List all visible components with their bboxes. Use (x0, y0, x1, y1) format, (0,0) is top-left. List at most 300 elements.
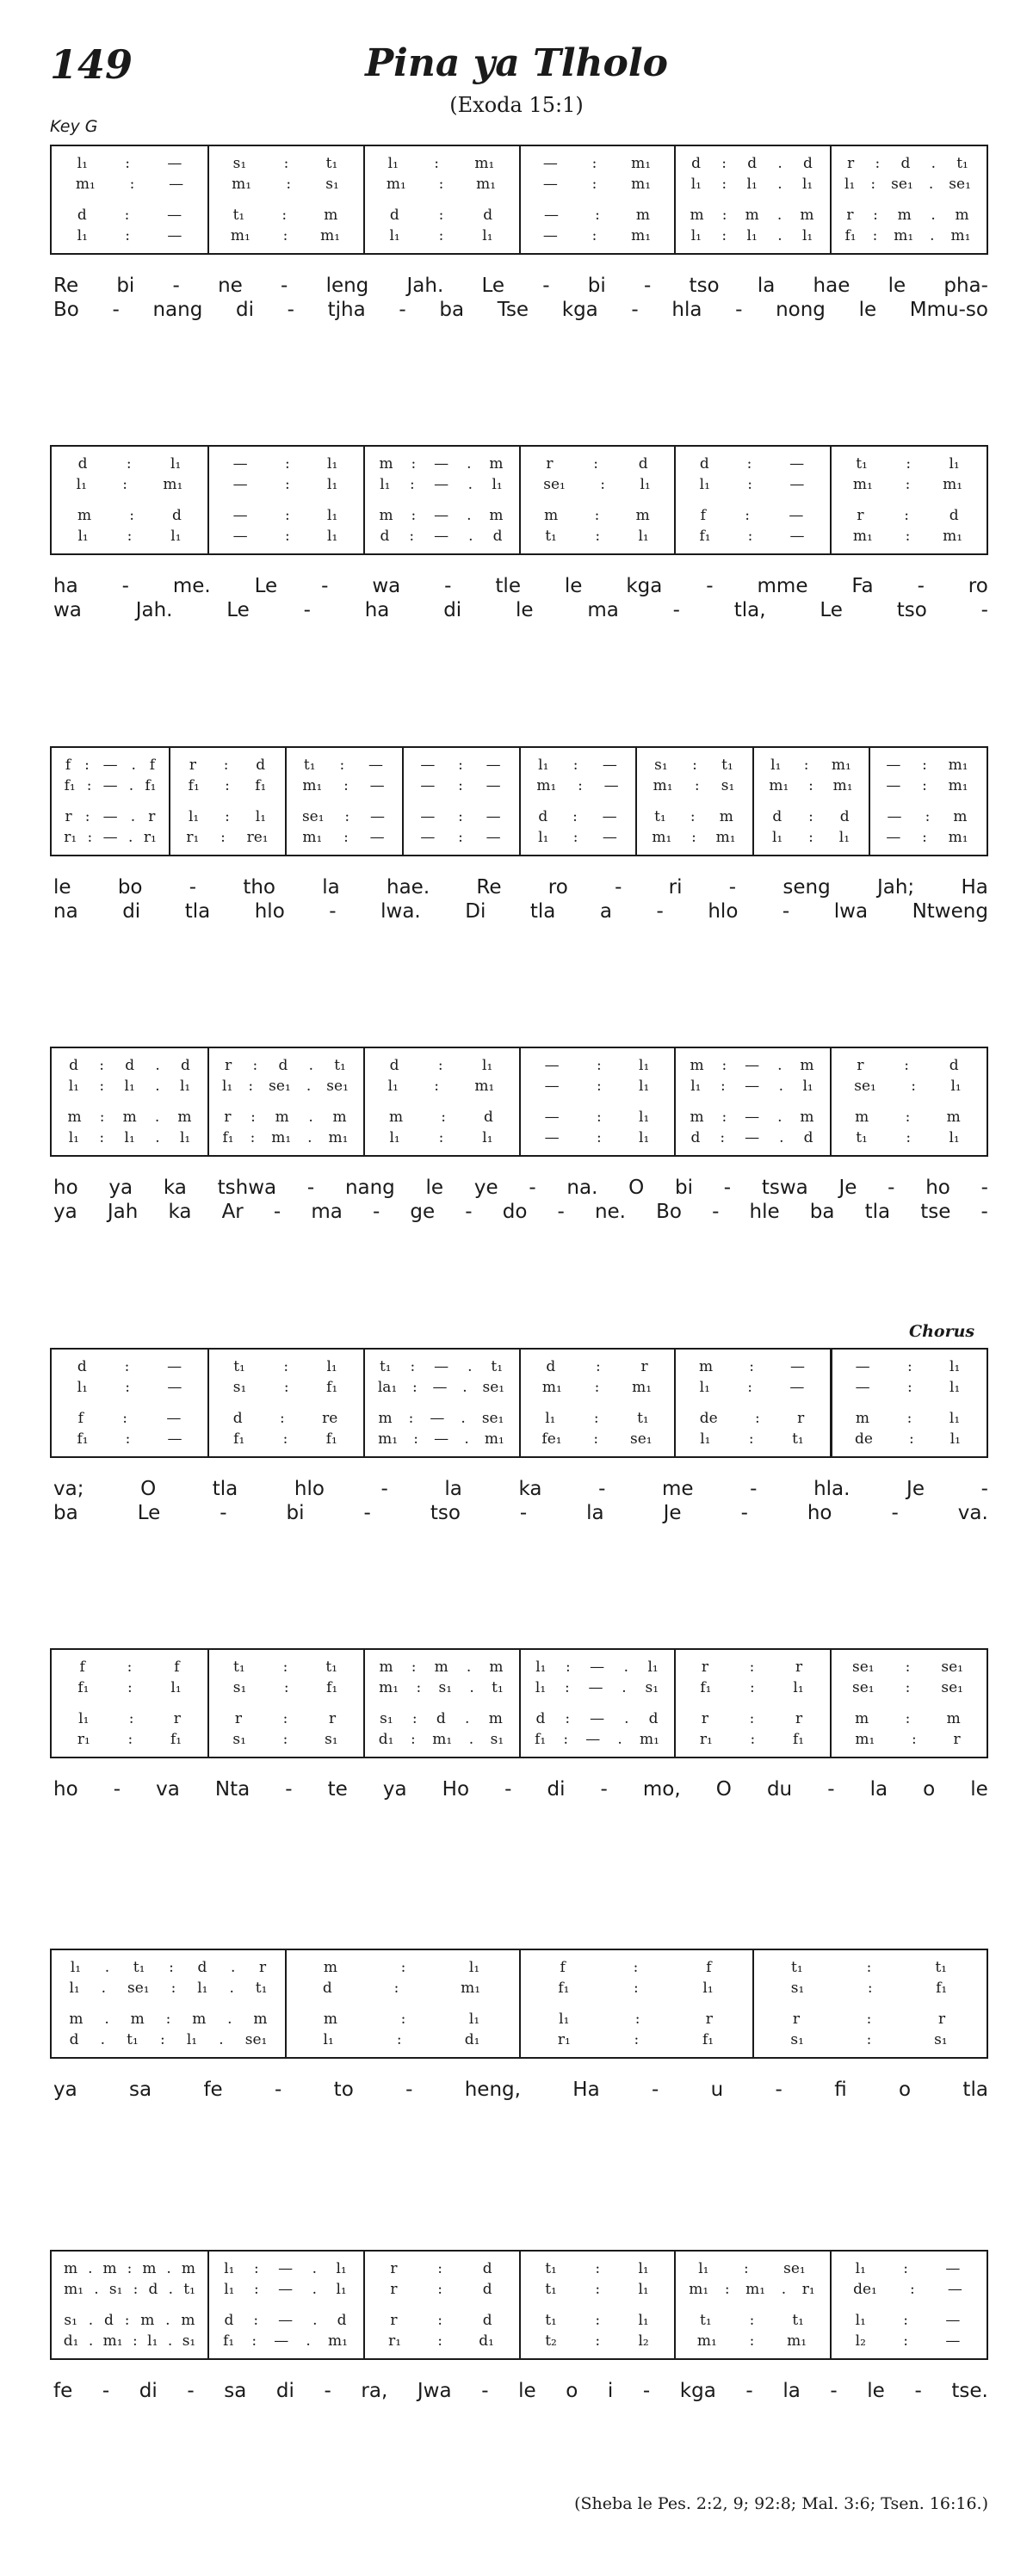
lyric-syllable: fe (53, 2380, 73, 2402)
lyric-syllable: seng (782, 876, 831, 899)
measure-notes: l₁ : m₁ (770, 757, 851, 774)
lyric-syllable: kga (561, 299, 598, 321)
lyric-line (53, 574, 988, 598)
lyric-syllable: ra, (361, 2380, 388, 2402)
voice-row (52, 2331, 987, 2351)
measure-notes: l₁ : — . l₁ (380, 476, 503, 493)
measure-notes: m₁ : — (302, 829, 385, 846)
measure-notes: — : — (420, 777, 501, 794)
measure-notes: — : l₁ (232, 455, 338, 473)
lyric-syllable: - (444, 575, 452, 597)
lyric-syllable: - (827, 1778, 835, 1801)
lyric-syllable: na (53, 900, 78, 923)
measure-notes: l₁ : m₁ (76, 476, 183, 493)
measure-notes: s₁ : s₁ (232, 1731, 338, 1748)
measure-notes: r : d (857, 507, 959, 524)
measure-notes: d : — . d (690, 1129, 813, 1146)
measure-notes: d . t₁ : l₁ . se₁ (69, 2031, 268, 2048)
measure-notes: m . m : m . m (69, 2011, 268, 2028)
lyric-syllable: sa (129, 2079, 152, 2101)
voice-row (52, 827, 987, 848)
measure-notes: l₁ : — (77, 227, 182, 244)
measure-notes: t₁ : m (232, 207, 338, 224)
measure-notes: m₁ : s₁ . t₁ (379, 1679, 504, 1696)
measure-notes: — : — (420, 829, 501, 846)
lyric-syllable: - (557, 1201, 565, 1223)
lyric-syllable: ge (410, 1201, 436, 1223)
lyric-syllable: - (980, 1478, 988, 1500)
measure-notes: l₁ : — (699, 476, 805, 493)
lyric-syllable: - (706, 575, 714, 597)
measure-notes: m₁ : s₁ (232, 176, 339, 193)
lyric-syllable: - (644, 275, 652, 297)
measure-notes: f₁ : — (77, 1430, 182, 1448)
measure-notes: m₁ : m₁ (230, 227, 341, 244)
voice-row (52, 454, 987, 474)
lyric-syllable: O (140, 1478, 157, 1500)
lyric-syllable: u (710, 2079, 724, 2101)
lyric-syllable: tso (689, 275, 720, 297)
voice-row (52, 2310, 987, 2331)
measure-notes: l₁ : l₁ (77, 528, 182, 545)
measure-notes: — : l₁ (544, 1078, 650, 1095)
lyric-syllable: - (113, 1778, 121, 1801)
measure-notes: r : r (792, 2011, 946, 2028)
lyric-syllable: ba (439, 299, 465, 321)
lyric-syllable: - (187, 2380, 195, 2402)
lyric-syllable: Fa (851, 575, 874, 597)
voice-row (52, 153, 987, 174)
lyric-syllable: - (652, 2079, 659, 2101)
lyric-syllable: bi (587, 275, 606, 297)
lyric-syllable: - (745, 2380, 753, 2402)
lyric-syllable: Nta (214, 1778, 251, 1801)
measure-notes: r₁ : f₁ (77, 1731, 182, 1748)
score-system (50, 1648, 988, 1758)
lyric-syllable: - (481, 2380, 489, 2402)
measure-notes: l₁ . se₁ : l₁ . t₁ (69, 1980, 268, 1997)
voice-row (52, 505, 987, 526)
measure-notes: r : r (234, 1710, 337, 1727)
lyric-syllable: tla (212, 1478, 238, 1500)
scripture-reference: (Exoda 15:1) (449, 93, 584, 117)
lyric-line (53, 1477, 988, 1501)
measure-notes: — : l₁ (232, 507, 338, 524)
measure-notes: m : — . m (690, 1057, 814, 1074)
measure-notes: m₁ : m₁ (852, 476, 963, 493)
lyric-syllable: hae (813, 275, 851, 297)
lyric-syllable: - (542, 275, 550, 297)
measure-notes: r : r (701, 1710, 803, 1727)
lyric-syllable: - (380, 1478, 388, 1500)
measure-notes: — : — (420, 808, 501, 825)
measure-notes: r₁ : d₁ (388, 2332, 494, 2350)
score-system (50, 746, 988, 856)
measure-notes: l₁ : — . l₁ (224, 2281, 347, 2298)
measure-notes: f : — (700, 507, 804, 524)
voice-row (52, 526, 987, 547)
lyric-syllable: le (425, 1177, 444, 1199)
measure-notes: d : l₁ (77, 455, 182, 473)
measure-notes: de : r (699, 1410, 805, 1427)
measure-notes: m : m (855, 1109, 961, 1126)
lyric-syllable: - (329, 900, 337, 923)
lyric-syllable: tla, (733, 599, 766, 621)
lyric-syllable: va (156, 1778, 180, 1801)
measure-notes: f₁ : — . m₁ (223, 2332, 348, 2350)
lyric-syllable: la (586, 1502, 604, 1524)
measure-notes: s₁ : f₁ (232, 1379, 338, 1396)
measure-notes: r : d . t₁ (225, 1057, 346, 1074)
measure-notes: d : l₁ (389, 1057, 493, 1074)
lyric-syllable: tshwa (217, 1177, 277, 1199)
measure-notes: — : m₁ (886, 757, 968, 774)
measure-notes: f₁ : f₁ (233, 1430, 337, 1448)
measure-notes: — : m₁ (886, 829, 968, 846)
lyric-syllable: - (399, 299, 406, 321)
measure-notes: l₁ : — (699, 1379, 805, 1396)
lyric-syllable: - (598, 1478, 606, 1500)
measure-notes: t₁ : l₁ (545, 2312, 649, 2329)
lyric-syllable: Jwa (417, 2380, 452, 2402)
score-system (50, 445, 988, 555)
measure-notes: f₁ : f₁ (188, 777, 267, 794)
lyric-syllable: sa (224, 2380, 247, 2402)
lyric-syllable: leng (325, 275, 369, 297)
lyric-syllable: Jah (107, 1201, 139, 1223)
measure-notes: l₁ : l₁ . l₁ (690, 227, 813, 244)
measure-notes: m₁ : r (855, 1731, 961, 1748)
lyric-syllable: - (740, 1502, 748, 1524)
lyric-syllable: la (444, 1478, 462, 1500)
voice-row (52, 2258, 987, 2279)
measure-notes: — : l₁ (544, 1109, 650, 1126)
lyric-syllable: - (980, 1201, 988, 1223)
lyric-syllable: - (324, 2380, 331, 2402)
score-system (50, 2250, 988, 2360)
lyric-syllable: - (285, 1778, 293, 1801)
measure-notes: r : d . t₁ (847, 155, 968, 172)
lyric-syllable: Le (137, 1502, 161, 1524)
lyric-syllable: - (189, 876, 197, 899)
measure-notes: m₁ : m₁ (769, 777, 853, 794)
lyric-syllable: Di (465, 900, 486, 923)
measure-notes: r : d (390, 2281, 492, 2298)
measure-notes: m : m . m (690, 207, 814, 224)
lyric-syllable: Je (663, 1502, 682, 1524)
lyric-syllable: Ntweng (912, 900, 988, 923)
measure-notes: l₁ : d₁ (323, 2031, 480, 2048)
lyric-syllable: Re (476, 876, 502, 899)
measure-notes: m : l₁ (323, 2011, 480, 2028)
measure-notes: t₂ : l₂ (545, 2332, 649, 2350)
lyric-syllable: la (782, 2380, 801, 2402)
lyric-syllable: tla (864, 1201, 891, 1223)
measure-notes: l₁ : l₁ (771, 829, 851, 846)
lyric-syllable: le (516, 599, 534, 621)
voice-row (52, 1957, 987, 1978)
measure-notes: l₁ : l₁ (188, 808, 267, 825)
measure-notes: d : — (77, 207, 182, 224)
measure-notes: r : r (701, 1659, 803, 1676)
measure-notes: d₁ : m₁ . s₁ (378, 1731, 504, 1748)
measure-notes: t₁ : l₁ (545, 2260, 649, 2277)
measure-notes: m₁ . s₁ : d . t₁ (64, 2281, 195, 2298)
measure-notes: t₁ : l₁ (233, 1358, 337, 1375)
measure-notes: r : d (390, 2312, 492, 2329)
measure-notes: s₁ : t₁ (232, 155, 338, 172)
lyric-syllable: - (275, 2079, 282, 2101)
lyric-syllable: di (443, 599, 462, 621)
measure-notes: m : — (699, 1358, 805, 1375)
lyric-syllable: pha- (943, 275, 988, 297)
lyric-syllable: ya (53, 1201, 77, 1223)
measure-notes: — : m (887, 808, 968, 825)
voice-row (52, 1377, 987, 1398)
voice-row (52, 806, 987, 827)
measure-notes: l₁ : l₁ (389, 1129, 493, 1146)
measure-notes: r : d (857, 1057, 959, 1074)
voice-row (52, 1729, 987, 1750)
lyric-syllable: Mmu-so (909, 299, 988, 321)
measure-notes: m : — . m (690, 1109, 814, 1126)
measure-notes: m : — . m (379, 507, 504, 524)
hymn-number: 149 (50, 41, 133, 88)
lyric-syllable: O (715, 1778, 732, 1801)
lyric-syllable: ya (53, 2079, 77, 2101)
lyric-syllable: - (273, 1201, 281, 1223)
measure-notes: t₁ : l₁ (545, 2281, 649, 2298)
lyric-syllable: va; (53, 1478, 84, 1500)
measure-notes: l₁ : l₁ . l₁ (68, 1078, 191, 1095)
measure-notes: se₁ : l₁ (543, 476, 651, 493)
lyric-syllable: Jah. (135, 599, 173, 621)
measure-notes: d : d (389, 207, 493, 224)
measure-notes: l₁ : se₁ . se₁ (844, 176, 971, 193)
lyric-syllable: Jah. (406, 275, 444, 297)
measure-notes: d : — (77, 1358, 182, 1375)
measure-notes: — : m (544, 207, 650, 224)
lyric-syllable: - (656, 900, 664, 923)
measure-notes: d : d . d (69, 1057, 190, 1074)
lyric-syllable: - (980, 599, 988, 621)
lyric-syllable: - (321, 575, 329, 597)
lyric-syllable: - (172, 275, 180, 297)
lyric-syllable: la (322, 876, 340, 899)
measure-notes: — : m₁ (542, 176, 652, 193)
lyric-syllable: Ar (221, 1201, 244, 1223)
key-signature: Key G (50, 117, 98, 136)
lyric-syllable: kga (626, 575, 663, 597)
measure-notes: f : f (560, 1959, 712, 1976)
lyric-syllable: - (775, 2079, 782, 2101)
voice-row (52, 2279, 987, 2300)
measure-notes: l₁ : — . l₁ (690, 1078, 813, 1095)
voice-row (52, 474, 987, 495)
measure-notes: r₁ : f₁ (557, 2031, 714, 2048)
lyric-syllable: Je (906, 1478, 925, 1500)
lyric-syllable: bi (286, 1502, 305, 1524)
measure-notes: r : — . r (65, 808, 156, 825)
lyric-syllable: - (600, 1778, 608, 1801)
measure-notes: d : — . d (224, 2312, 347, 2329)
hymn-title: Pina ya Tlholo (365, 41, 668, 85)
measure-notes: d : r (546, 1358, 648, 1375)
measure-notes: l₁ : t₁ (545, 1410, 649, 1427)
measure-notes: — : l₁ (544, 1129, 650, 1146)
lyric-syllable: wa (372, 575, 401, 597)
lyric-syllable: me. (172, 575, 211, 597)
measure-notes: r : d (189, 757, 266, 774)
lyric-syllable: tle (495, 575, 521, 597)
measure-notes: l₁ : — (855, 2312, 961, 2329)
voice-row (52, 2009, 987, 2029)
measure-notes: l₁ : — (77, 1379, 182, 1396)
lyric-syllable: - (112, 299, 120, 321)
lyric-syllable: - (914, 2380, 922, 2402)
measure-notes: l₁ : — (538, 829, 617, 846)
measure-notes: l₁ : l₁ (389, 227, 493, 244)
measure-notes: l₁ : l₁ . l₁ (690, 176, 813, 193)
lyric-syllable: ka (168, 1201, 192, 1223)
measure-notes: de₁ : — (853, 2281, 962, 2298)
measure-notes: l₁ : — . l₁ (535, 1659, 659, 1676)
lyric-syllable: hla (671, 299, 702, 321)
lyric-syllable: - (672, 599, 680, 621)
measure-notes: f₁ : m₁ . m₁ (844, 227, 971, 244)
measure-notes: r₁ : re₁ (186, 829, 269, 846)
measure-notes: l₂ : — (855, 2332, 961, 2350)
measure-notes: r : d (390, 2260, 492, 2277)
lyric-syllable: tla (529, 900, 556, 923)
lyric-syllable: - (465, 1201, 473, 1223)
voice-row (52, 1076, 987, 1096)
lyric-syllable: - (723, 1177, 732, 1199)
lyric-syllable: le (518, 2380, 536, 2402)
measure-notes: l₁ : se₁ (698, 2260, 806, 2277)
measure-notes: t₁ : — (303, 757, 384, 774)
measure-notes: d : m₁ (322, 1980, 481, 1997)
lyric-syllable: ne (218, 275, 243, 297)
measure-notes: se₁ : se₁ (852, 1659, 963, 1676)
lyric-syllable: tjha (327, 299, 366, 321)
measure-notes: d : d (772, 808, 850, 825)
lyric-syllable: heng, (464, 2079, 521, 2101)
lyric-line (53, 2379, 988, 2403)
lyric-syllable: Bo (53, 299, 79, 321)
measure-notes: m₁ : — (536, 777, 619, 794)
lyric-line (53, 1777, 988, 1801)
voice-row (52, 1356, 987, 1377)
lyric-syllable: ba (53, 1502, 78, 1524)
lyric-syllable: ro (547, 876, 568, 899)
lyric-syllable: Ha (961, 876, 988, 899)
lyric-syllable: Je (838, 1177, 857, 1199)
lyric-syllable: Ha (572, 2079, 600, 2101)
lyric-syllable: di (122, 900, 141, 923)
measure-notes: l₁ : l₁ . l₁ (68, 1129, 191, 1146)
measure-notes: m : l₁ (323, 1959, 480, 1976)
measure-notes: m₁ : — . m₁ (378, 1430, 504, 1448)
lyric-syllable: tla (962, 2079, 988, 2101)
score-system (50, 1047, 988, 1157)
lyric-syllable: - (750, 1478, 758, 1500)
lyric-syllable: tse (920, 1201, 951, 1223)
measure-notes: m₁ : m₁ (852, 528, 963, 545)
measure-notes: l₁ : t₁ (700, 1430, 804, 1448)
lyric-syllable: o (566, 2380, 578, 2402)
measure-notes: l₁ : r (78, 1710, 181, 1727)
measure-notes: l₁ : — . s₁ (535, 1679, 659, 1696)
measure-notes: m : — . se₁ (378, 1410, 504, 1427)
lyric-syllable: ye (473, 1177, 498, 1199)
measure-notes: f₁ : l₁ (77, 1679, 182, 1696)
measure-notes: t₁ : t₁ (699, 2312, 804, 2329)
lyric-syllable: bo (117, 876, 143, 899)
lyric-syllable: o (899, 2079, 912, 2101)
measure-notes: t₁ : m (654, 808, 733, 825)
measure-notes: l₁ : m₁ (387, 1078, 495, 1095)
measure-notes: f : f (79, 1659, 180, 1676)
lyric-syllable: - (363, 1502, 371, 1524)
voice-row (52, 755, 987, 775)
lyric-syllable: ma (587, 599, 619, 621)
measure-notes: t₁ : — . t₁ (379, 1358, 504, 1375)
lyric-syllable: la (869, 1778, 888, 1801)
measure-notes: d : — (538, 808, 617, 825)
measure-notes: — : l₁ (232, 528, 338, 545)
lyric-syllable: fi (834, 2079, 847, 2101)
voice-row (52, 1055, 987, 1076)
measure-notes: fe₁ : se₁ (541, 1430, 653, 1448)
lyric-syllable: Le (481, 275, 505, 297)
lyric-syllable: hae. (387, 876, 430, 899)
measure-notes: l₁ : — (855, 2260, 961, 2277)
lyric-syllable: ya (108, 1177, 133, 1199)
voice-row (52, 1677, 987, 1698)
lyric-syllable: - (615, 876, 622, 899)
lyric-syllable: - (519, 1502, 528, 1524)
measure-notes: s₁ : d . m (380, 1710, 503, 1727)
lyric-line (53, 899, 988, 924)
measure-notes: s₁ : s₁ (790, 2031, 948, 2048)
voice-row (52, 1107, 987, 1127)
measure-notes: t₁ : t₁ (790, 1959, 947, 1976)
voice-row (52, 1408, 987, 1429)
measure-notes: m₁ : s₁ (653, 777, 735, 794)
chorus-label: Chorus (909, 1322, 975, 1341)
measure-notes: r₁ : f₁ (699, 1731, 805, 1748)
lyric-syllable: di (236, 299, 254, 321)
lyric-syllable: le (564, 575, 583, 597)
lyric-syllable: do (502, 1201, 528, 1223)
measure-notes: m : m (544, 507, 650, 524)
voice-row (52, 225, 987, 246)
voice-row (52, 174, 987, 195)
lyric-syllable: ba (809, 1201, 835, 1223)
voice-row (52, 205, 987, 225)
lyric-syllable: ri (668, 876, 683, 899)
measure-notes: — : m₁ (542, 227, 652, 244)
lyric-syllable: di (139, 2380, 158, 2402)
measure-notes: m : m . m (67, 1109, 192, 1126)
voice-row (52, 2029, 987, 2050)
lyric-syllable: - (405, 2079, 413, 2101)
lyric-syllable: - (888, 1177, 895, 1199)
measure-notes: d : d . d (691, 155, 813, 172)
lyric-line (53, 1200, 988, 1224)
lyric-syllable: ho (53, 1778, 78, 1801)
